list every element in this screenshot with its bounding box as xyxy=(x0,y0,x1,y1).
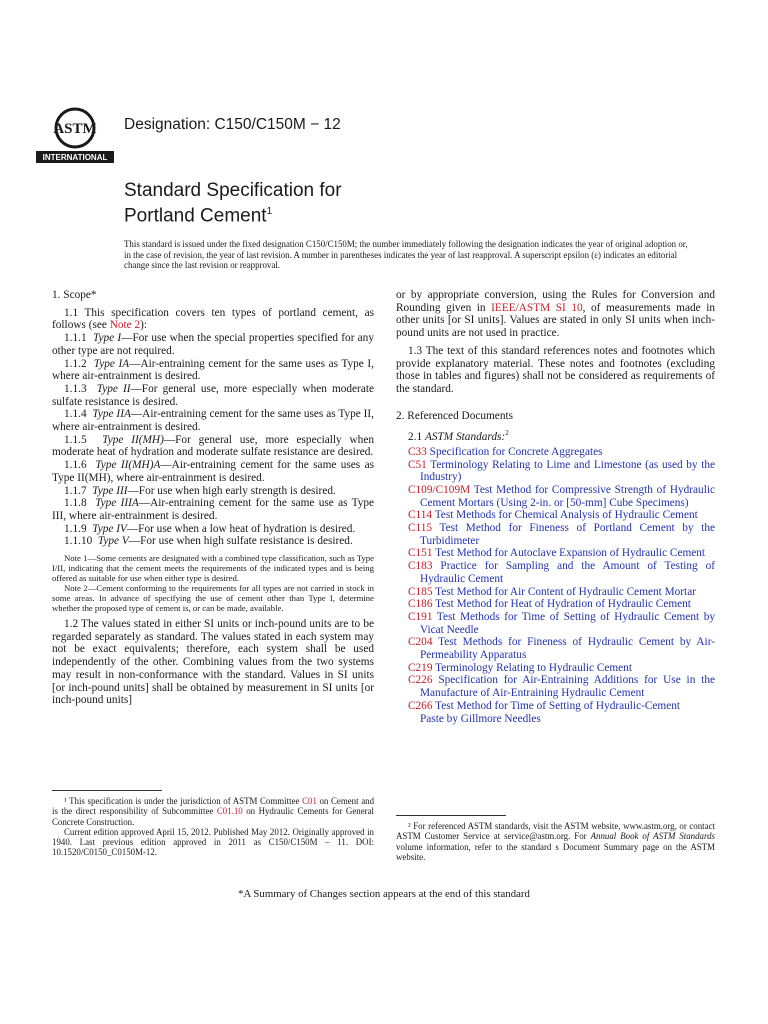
ref-tail: Paste by Gillmore Needles xyxy=(420,712,541,725)
scope-type-item: 1.1.9 Type IV—For use when a low heat of hydration is desired. xyxy=(64,522,356,535)
para-1-2: 1.2 The values stated in either SI units or inch-pound units are to be regarded separately as standard. The values stated in each system may not be exact equivalents; therefore, each system shall be used independently of the other. Combining values from the two systems may result in non-conformance with the standard. Values in SI units [or inch-pound units] shall be obtained by measurement in SI units [or inch-pound units] xyxy=(52,618,374,707)
left-column xyxy=(52,289,374,707)
footnote-rule-right xyxy=(396,815,506,816)
reference-item[interactable]: C51 Terminology Relating to Lime and Limestone (as used by the Industry) xyxy=(408,458,715,484)
subcommittee-link[interactable]: C01.10 xyxy=(216,806,243,817)
scope-heading: 1. Scope* xyxy=(52,289,97,301)
reference-item[interactable]: C115 Test Method for Fineness of Portland Cement by the Turbidimeter xyxy=(408,522,715,547)
note-1: Note 1—Some cements are designated with a combined type classification, such as Type I/II, indicating that the cement meets the requirements of the indicated types and is being offered as suitable for use when either type is desired. xyxy=(52,553,374,584)
si10-link[interactable]: IEEE/ASTM SI 10 xyxy=(491,301,583,314)
reference-item[interactable]: C183 Practice for Sampling and the Amount of Testing of Hydraulic Cement xyxy=(408,560,715,585)
note-2: Note 2—Cement conforming to the requirements for all types are not carried in stock in some areas. In advance of specifying the use of cement other than Type I, determine whether the proposed type of cement is, or can be made, available. xyxy=(52,583,374,614)
reference-item[interactable]: C219 Terminology Relating to Hydraulic Cement xyxy=(408,661,632,674)
reference-item[interactable]: C33 Specification for Concrete Aggregates xyxy=(408,445,603,458)
reference-item[interactable]: C151 Test Method for Autoclave Expansion of Hydraulic Cement xyxy=(408,547,706,560)
scope-type-item: 1.1.7 Type III—For use when high early strength is desired. xyxy=(64,484,336,497)
right-column xyxy=(396,289,715,725)
para-1-2-cont: or by appropriate conversion, using the Rules for Conversion and Rounding given in IEEE/ASTM SI 10, of measurements made in other units [or SI units]. Values are stated in only SI units when inch-pound units are not used in practice. xyxy=(396,289,715,340)
scope-type-item: 1.1.8 Type IIIA—Air-entraining cement for the same use as Type III, where air-entrainment is desired. xyxy=(52,497,375,522)
type-list xyxy=(52,332,374,548)
footnote-rule-left xyxy=(52,790,162,791)
committee-c01-link[interactable]: C01 xyxy=(302,796,317,806)
footnote-1: ¹ This specification is under the jurisdiction of ASTM Committee C01 on Cement and is the direct responsibility of Subcommittee C01.10 on Hydraulic Cements for General Concrete Construction. Current edition approved April 15, 2012. Published May 2012. Originally approved in 1940. Last previous edition approved in 2011 as C150/C150M – 11. DOI: 10.1520/C0150_C0150M-12. xyxy=(52,796,375,858)
reference-list xyxy=(396,446,715,713)
para-1-3: 1.3 The text of this standard references notes and footnotes which provide explanatory material. These notes and footnotes (excluding those in tables and figures) shall not be considered as requirements of the standard. xyxy=(396,344,715,395)
reference-item[interactable]: C186 Test Method for Heat of Hydration of Hydraulic Cement xyxy=(408,598,691,611)
svg-text:INTERNATIONAL: INTERNATIONAL xyxy=(42,153,108,162)
scope-type-item: 1.1.1 Type I—For use when the special properties specified for any other type are not required. xyxy=(52,332,374,357)
footnote-2: ² For referenced ASTM standards, visit the ASTM website, www.astm.org, or contact ASTM Customer Service at service@astm.org. For Annual Book of ASTM Standards volume information, refer to the standard s Document Summary page on the ASTM website. xyxy=(396,821,715,862)
referenced-heading: 2. Referenced Documents xyxy=(396,409,514,422)
scope-type-item: 1.1.2 Type IA—Air-entraining cement for the same uses as Type I, where air-entrainment is desired. xyxy=(52,357,374,383)
title-footnote-ref: 1 xyxy=(266,206,273,217)
scope-type-item: 1.1.10 Type V—For use when high sulfate resistance is desired. xyxy=(64,535,353,548)
page-title xyxy=(124,180,524,226)
reference-item[interactable]: C114 Test Methods for Chemical Analysis of Hydraulic Cement xyxy=(408,509,698,522)
scope-type-item: 1.1.4 Type IIA—Air-entraining cement for the same uses as Type II, where air-entrainment is desired. xyxy=(52,408,374,434)
scope-type-item: 1.1.3 Type II—For general use, more especially when moderate sulfate resistance is desired. xyxy=(52,382,374,408)
reference-item[interactable]: C191 Test Methods for Time of Setting of Hydraulic Cement by Vicat Needle xyxy=(408,610,716,636)
reference-item[interactable]: C204 Test Methods for Fineness of Hydraulic Cement by Air-Permeability Apparatus xyxy=(408,636,715,662)
astm-standards-label: 2.1 ASTM Standards:$^2$ xyxy=(408,429,509,444)
summary-of-changes-note: *A Summary of Changes section appears at the end of this standard xyxy=(238,888,530,900)
reference-item[interactable]: C109/C109M Test Method for Compressive Strength of Hydraulic Cement Mortars (Using 2-in. or [50-mm] Cube Specimens) xyxy=(408,483,715,509)
reference-item[interactable]: C226 Specification for Air-Entraining Additions for Use in the Manufacture of Air-Entraining Hydraulic Cement xyxy=(408,674,715,700)
svg-text:ASTM: ASTM xyxy=(53,121,97,137)
reference-item[interactable]: C266 Test Method for Time of Setting of Hydraulic-Cement xyxy=(408,699,680,712)
scope-type-item: 1.1.6 Type II(MH)A—Air-entraining cement for the same uses as Type II(MH), where air-entrainment is desired. xyxy=(52,459,374,484)
title-line2: Portland Cement xyxy=(124,205,267,227)
issued-note: This standard is issued under the fixed designation C150/C150M; the number immediately following the designation indicates the year of original adoption or, in the case of revision, the year of last revision. A number in parentheses indicates the year of last reapproval. A superscript epsilon (ε) indicates an editorial change since the last revision or reapproval. xyxy=(124,239,688,270)
para-1-1: 1.1 This specification covers ten types of portland cement, as follows (see Note 2): xyxy=(52,306,374,332)
reference-item[interactable]: C185 Test Method for Air Content of Hydraulic Cement Mortar xyxy=(408,585,696,598)
designation: Designation: C150/C150M − 12 xyxy=(124,116,341,133)
title-line1: Standard Specification for xyxy=(124,180,342,201)
note-2-link[interactable]: Note 2 xyxy=(109,319,141,332)
astm-logo xyxy=(32,104,118,166)
scope-type-item: 1.1.5 Type II(MH)—For general use, more especially when moderate heat of hydration and moderate sulfate resistance are desired. xyxy=(52,433,374,459)
